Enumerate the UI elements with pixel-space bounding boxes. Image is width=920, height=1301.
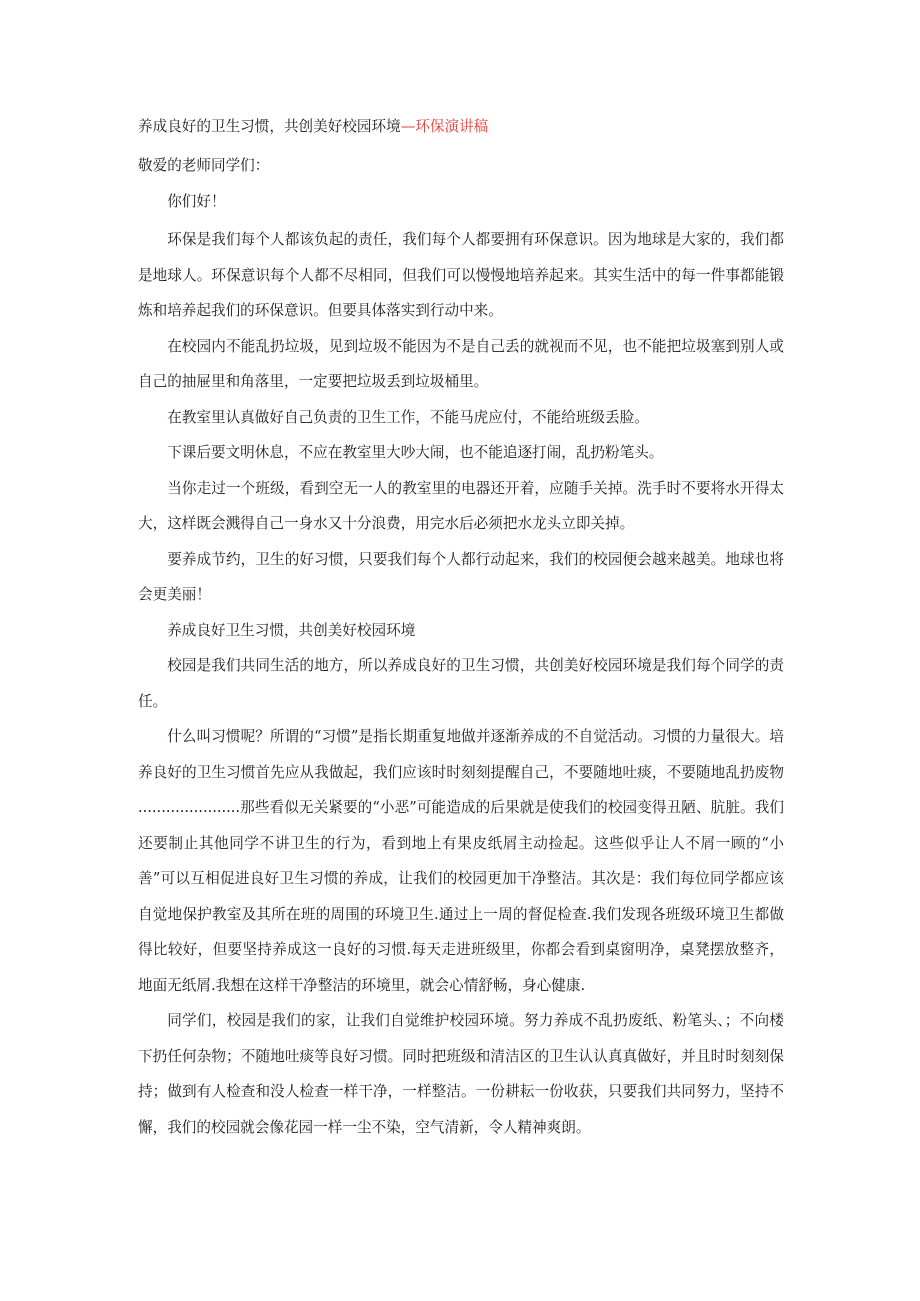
hello-line: 你们好！ — [167, 193, 226, 210]
paragraph: 在教室里认真做好自己负责的卫生工作，不能马虎应付，不能给班级丢脸。 — [167, 408, 649, 426]
paragraph: 什么叫习惯呢？所谓的“习惯”是指长期重复地做并逐渐养成的不自觉活动。习惯的力量很大。培养良好的卫生习惯首先应从我做起，我们应该时时刻刻提醒自己，不要随地吐痰，不要随地乱扔废物 ......................那些看似无关紧要的“小恶”可能造成的后果就是使我们的校园变得丑陋、肮脏。我们还要制止其他同学不讲卫生的行为，看到地上有果皮纸屑主动捡起。这些似乎让人不屑一顾的“小善”可以互相促进良好卫生习惯的养成，让我们的校园更加干净整洁。其次是：我们每位同学都应该自觉地保护教室及其所在班的周围的环境卫生.通过上一周的督促检查.我们发现各班级环境卫生都做得比较好，但要坚持养成这一良好的习惯.每天走进班级里，你都会看到桌窗明净，桌凳摆放整齐，地面无纸屑.我想在这样干净整洁的环境里，就会心情舒畅，身心健康. — [138, 728, 784, 994]
paragraph: 在校园内不能乱扔垃圾，见到垃圾不能因为不是自己丢的就视而不见，也不能把垃圾塞到别人或自己的抽屉里和角落里，一定要把垃圾丢到垃圾桶里。 — [138, 337, 784, 390]
document-title — [138, 112, 784, 142]
greeting: 敬爱的老师同学们： — [138, 157, 270, 174]
section-heading: 养成良好卫生习惯，共创美好校园环境 — [167, 621, 416, 639]
paragraph: 要养成节约，卫生的好习惯，只要我们每个人都行动起来，我们的校园便会越来越美。地球也将会更美丽！ — [138, 550, 784, 603]
paragraph: 当你走过一个班级，看到空无一人的教室里的电器还开着，应随手关掉。洗手时不要将水开得太大，这样既会溅得自己一身水又十分浪费，用完水后必须把水龙头立即关掉。 — [138, 479, 784, 532]
document-page — [138, 112, 784, 1145]
title-main: 养成良好的卫生习惯，共创美好校园环境 — [138, 118, 401, 135]
paragraph: 同学们，校园是我们的家，让我们自觉维护校园环境。努力养成不乱扔废纸、粉笔头、；不向楼下扔任何杂物；不随地吐痰等良好习惯。同时把班级和清洁区的卫生认认真真做好，并且时时刻刻保持；做到有人检查和没人检查一样干净，一样整洁。一份耕耘一份收获，只要我们共同努力，坚持不懈，我们的校园就会像花园一样一尘不染，空气清新，令人精神爽朗。 — [138, 1012, 784, 1136]
title-suffix: —环保演讲稿 — [400, 118, 489, 135]
paragraph: 下课后要文明休息，不应在教室里大吵大闹，也不能追逐打闹，乱扔粉笔头。 — [167, 444, 664, 461]
paragraph: 环保是我们每个人都该负起的责任，我们每个人都要拥有环保意识。因为地球是大家的，我们都是地球人。环保意识每个人都不尽相同，但我们可以慢慢地培养起来。其实生活中的每一件事都能锻炼和培养起我们的环保意识。但要具体落实到行动中来。 — [138, 231, 784, 319]
paragraph: 校园是我们共同生活的地方，所以养成良好的卫生习惯，共创美好校园环境是我们每个同学的责任。 — [138, 657, 784, 710]
